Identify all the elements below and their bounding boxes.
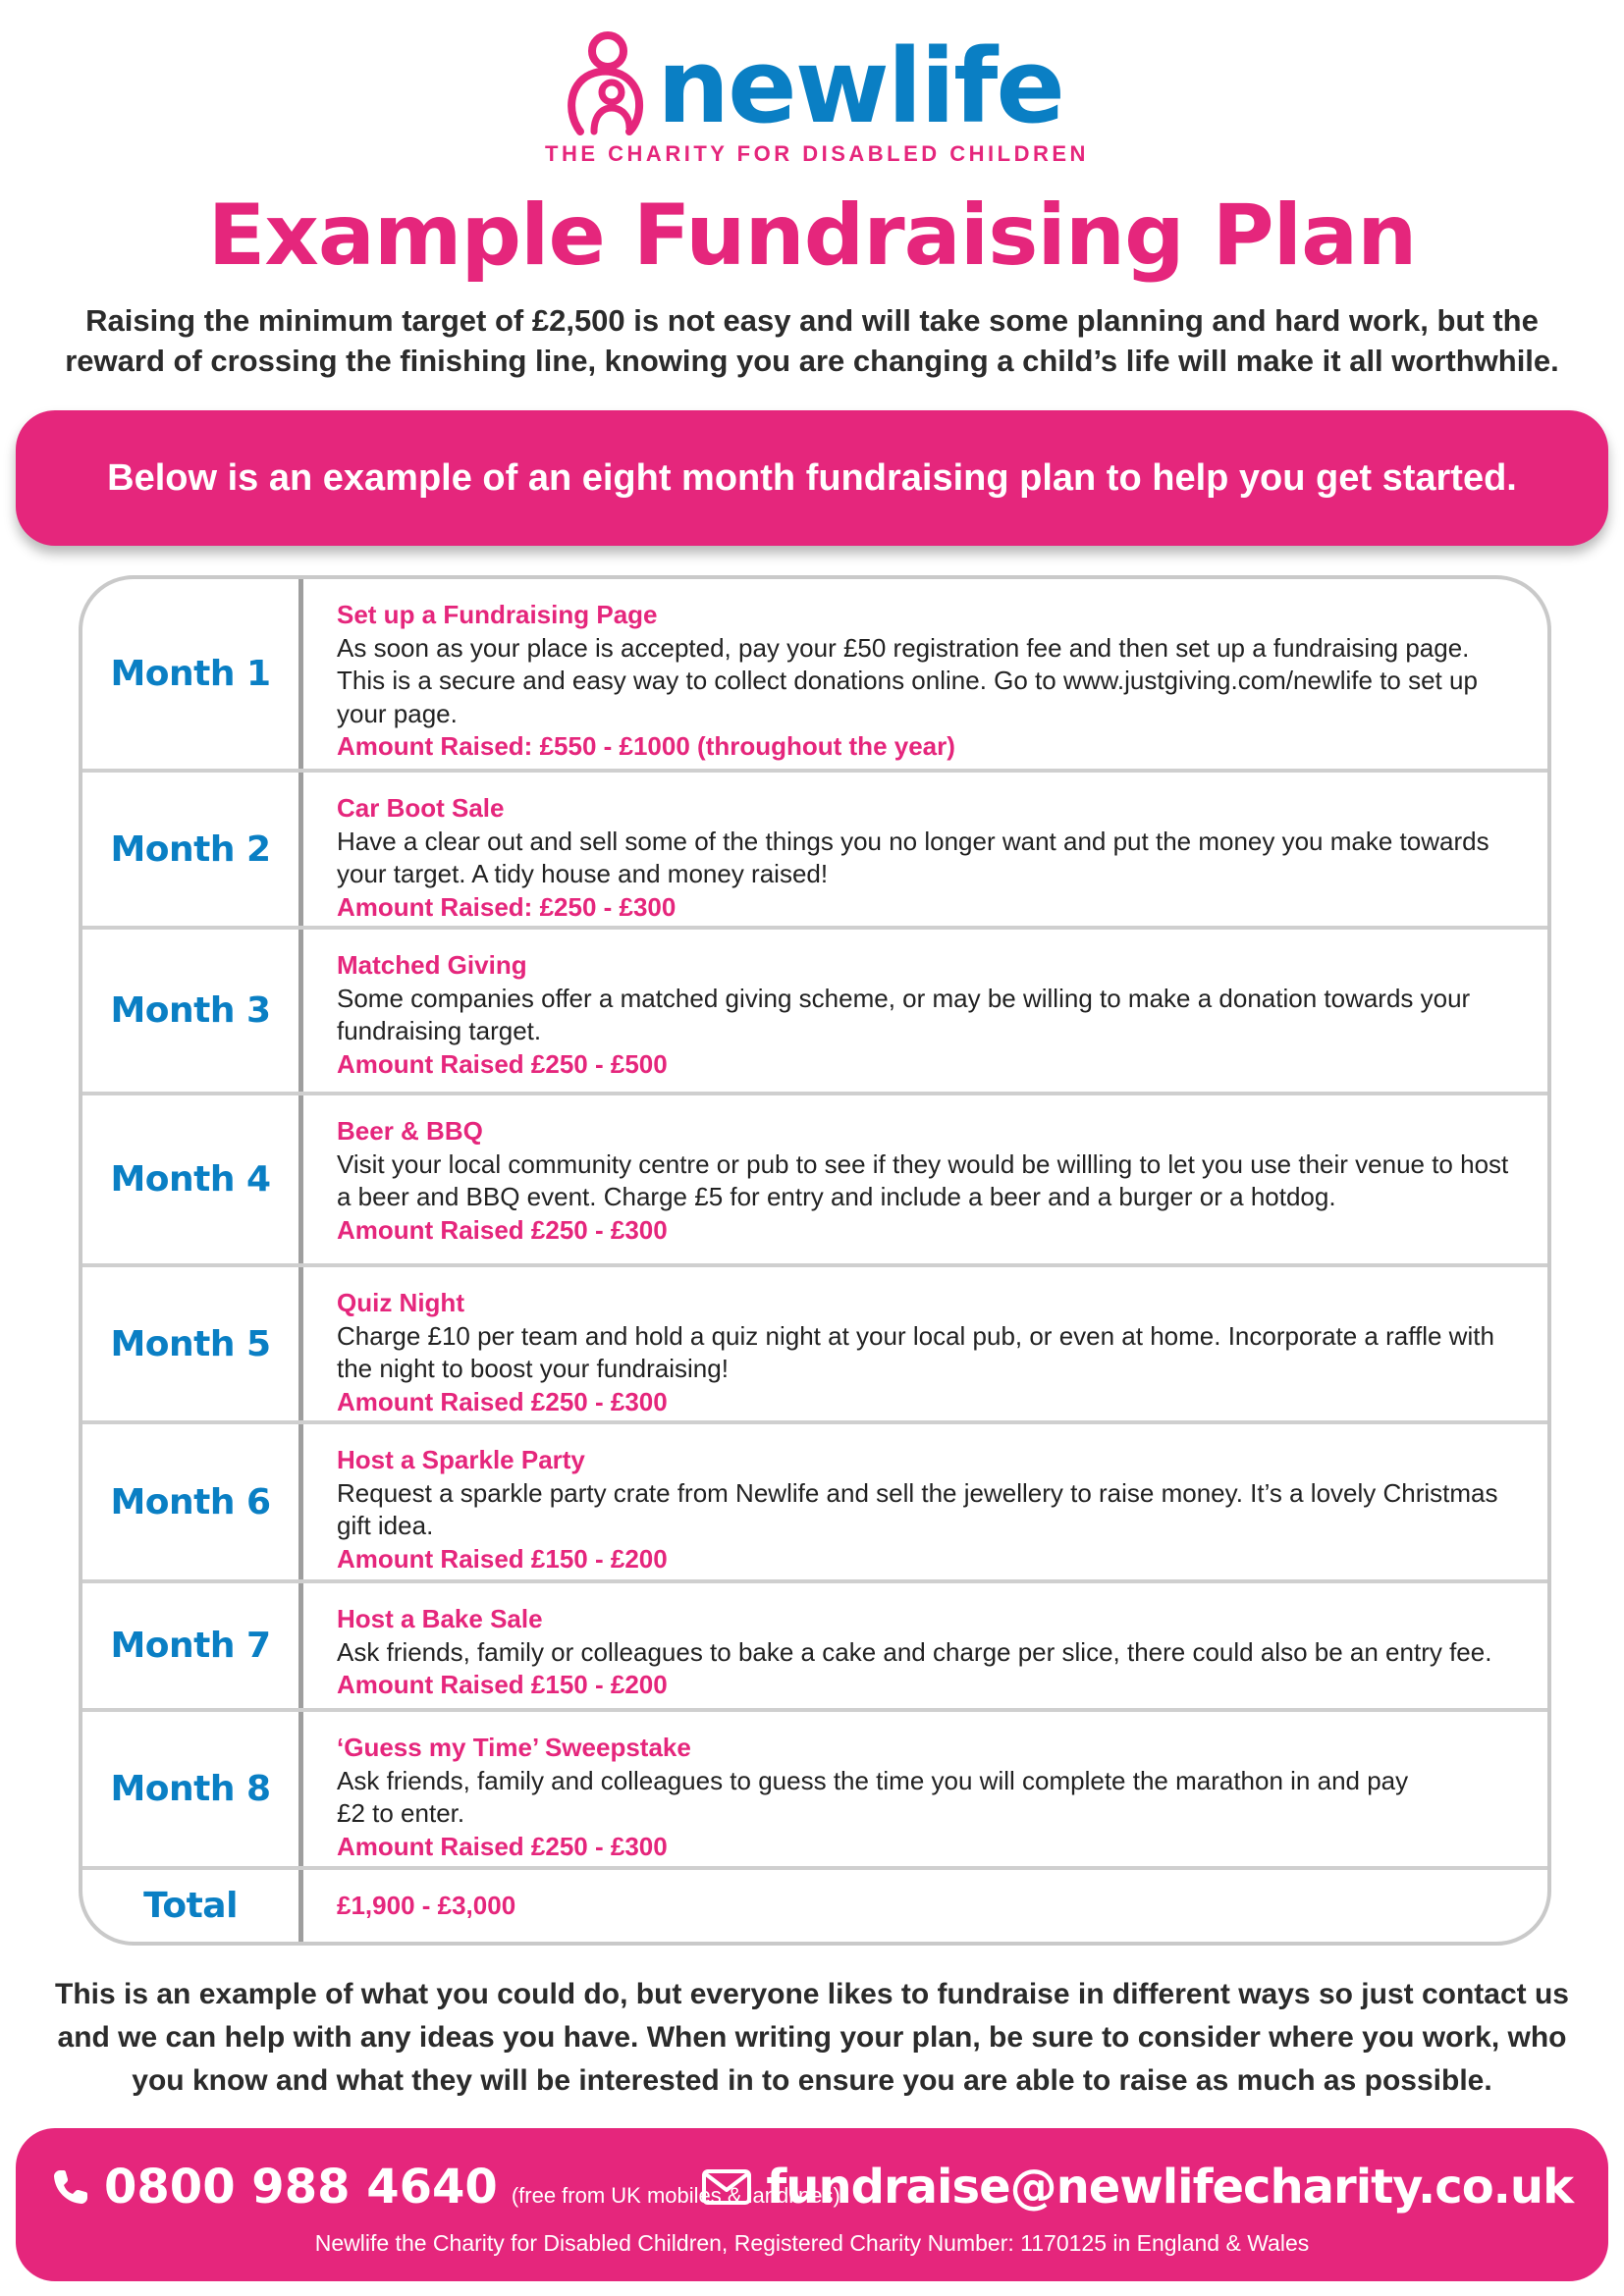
activity-description: As soon as your place is accepted, pay your £50 registration fee and then set up a fundraising page. This is a secure and easy way to collect donations online. Go to www.justgiving.com/newlife to set up your page. bbox=[337, 632, 1478, 728]
plan-row-month-1 bbox=[82, 579, 1547, 773]
plan-row-month-3 bbox=[82, 930, 1547, 1095]
month-label: Month 2 bbox=[82, 773, 303, 926]
logo-tagline: THE CHARITY FOR DISABLED CHILDREN bbox=[545, 141, 1089, 166]
amount-raised: Amount Raised: £250 - £300 bbox=[337, 891, 677, 922]
activity-title: Beer & BBQ bbox=[337, 1116, 483, 1146]
total-label: Total bbox=[82, 1870, 303, 1942]
contact-footer bbox=[16, 2128, 1608, 2281]
plan-banner bbox=[16, 410, 1608, 546]
activity-title: ‘Guess my Time’ Sweepstake bbox=[337, 1733, 691, 1762]
amount-raised: Amount Raised £150 - £200 bbox=[337, 1543, 668, 1574]
amount-raised: Amount Raised: £550 - £1000 (throughout the year) bbox=[337, 731, 955, 761]
phone-note: (free from UK mobiles & landlines) bbox=[511, 2183, 840, 2208]
plan-row-month-5 bbox=[82, 1267, 1547, 1424]
activity-title: Matched Giving bbox=[337, 950, 527, 980]
month-label: Month 8 bbox=[82, 1712, 303, 1866]
logo bbox=[0, 29, 1624, 167]
month-content bbox=[303, 1095, 1547, 1263]
amount-raised: Amount Raised £250 - £300 bbox=[337, 1831, 668, 1861]
outro-text: This is an example of what you could do, but everyone likes to fundraise in different ways so just contact us and we can help with any ideas you have. When writing your plan, be sure to consider where you work, who you know and what they will be interested in to ensure you are able to raise as much as possible. bbox=[55, 1978, 1569, 2097]
amount-raised: Amount Raised £250 - £300 bbox=[337, 1214, 668, 1245]
email-contact[interactable] bbox=[701, 2160, 1573, 2215]
phone-icon bbox=[51, 2167, 90, 2207]
total-value: £1,900 - £3,000 bbox=[337, 1890, 516, 1920]
month-label: Month 5 bbox=[82, 1267, 303, 1420]
activity-description: Some companies offer a matched giving scheme, or may be willing to make a donation towards your fundraising target. bbox=[337, 983, 1471, 1045]
mother-child-logo-icon bbox=[561, 29, 651, 137]
intro-text: Raising the minimum target of £2,500 is not easy and will take some planning and hard work, but the reward of crossing the finishing line, knowing you are changing a child’s life will make it all worthwhile. bbox=[65, 303, 1559, 378]
activity-description: Ask friends, family and colleagues to guess the time you will complete the marathon in and pay £2 to enter. bbox=[337, 1765, 1409, 1828]
month-label: Month 6 bbox=[82, 1424, 303, 1579]
month-content bbox=[303, 773, 1547, 926]
plan-row-month-2 bbox=[82, 773, 1547, 930]
activity-description: Visit your local community centre or pub to see if they would be willling to let you use their venue to host a beer and BBQ event. Charge £5 for entry and include a beer and a burger or a hotdog. bbox=[337, 1148, 1509, 1211]
month-label: Month 4 bbox=[82, 1095, 303, 1263]
amount-raised: Amount Raised £250 - £500 bbox=[337, 1048, 668, 1079]
activity-description: Request a sparkle party crate from Newlife and sell the jewellery to raise money. It’s a lovely Christmas gift idea. bbox=[337, 1477, 1498, 1540]
banner-text: Below is an example of an eight month fundraising plan to help you get started. bbox=[107, 456, 1517, 499]
activity-description: Ask friends, family or colleagues to bake a cake and charge per slice, there could also be an entry fee. bbox=[337, 1636, 1492, 1667]
activity-title: Set up a Fundraising Page bbox=[337, 600, 658, 629]
plan-row-month-4 bbox=[82, 1095, 1547, 1267]
fundraising-plan-table bbox=[79, 575, 1551, 1946]
registration-text: Newlife the Charity for Disabled Children, Registered Charity Number: 1170125 in England & Wales bbox=[314, 2230, 1310, 2256]
month-content bbox=[303, 1583, 1547, 1708]
activity-description: Charge £10 per team and hold a quiz night at your local pub, or even at home. Incorporate a raffle with the night to boost your fundraising! bbox=[337, 1320, 1494, 1383]
email-address[interactable]: fundraise@newlifecharity.co.uk bbox=[766, 2160, 1573, 2215]
month-label: Month 1 bbox=[82, 579, 303, 769]
month-label: Month 3 bbox=[82, 930, 303, 1092]
month-content bbox=[303, 579, 1547, 769]
page-title: Example Fundraising Plan bbox=[207, 187, 1417, 285]
logo-wordmark: newlife bbox=[657, 27, 1063, 146]
plan-row-month-6 bbox=[82, 1424, 1547, 1583]
activity-title: Host a Sparkle Party bbox=[337, 1445, 585, 1474]
month-content bbox=[303, 1424, 1547, 1579]
amount-raised: Amount Raised £150 - £200 bbox=[337, 1670, 668, 1699]
month-content bbox=[303, 1712, 1547, 1866]
month-content bbox=[303, 1267, 1547, 1420]
phone-number[interactable]: 0800 988 4640 bbox=[104, 2160, 498, 2215]
activity-title: Host a Bake Sale bbox=[337, 1604, 543, 1633]
plan-row-month-8 bbox=[82, 1712, 1547, 1870]
plan-row-total bbox=[82, 1870, 1547, 1942]
month-label: Month 7 bbox=[82, 1583, 303, 1708]
total-content bbox=[303, 1870, 1547, 1942]
plan-row-month-7 bbox=[82, 1583, 1547, 1712]
amount-raised: Amount Raised £250 - £300 bbox=[337, 1386, 668, 1416]
month-content bbox=[303, 930, 1547, 1092]
envelope-icon bbox=[701, 2168, 752, 2206]
activity-description: Have a clear out and sell some of the things you no longer want and put the money you make towards your target. A tidy house and money raised! bbox=[337, 826, 1489, 888]
activity-title: Quiz Night bbox=[337, 1288, 464, 1317]
activity-title: Car Boot Sale bbox=[337, 793, 505, 823]
